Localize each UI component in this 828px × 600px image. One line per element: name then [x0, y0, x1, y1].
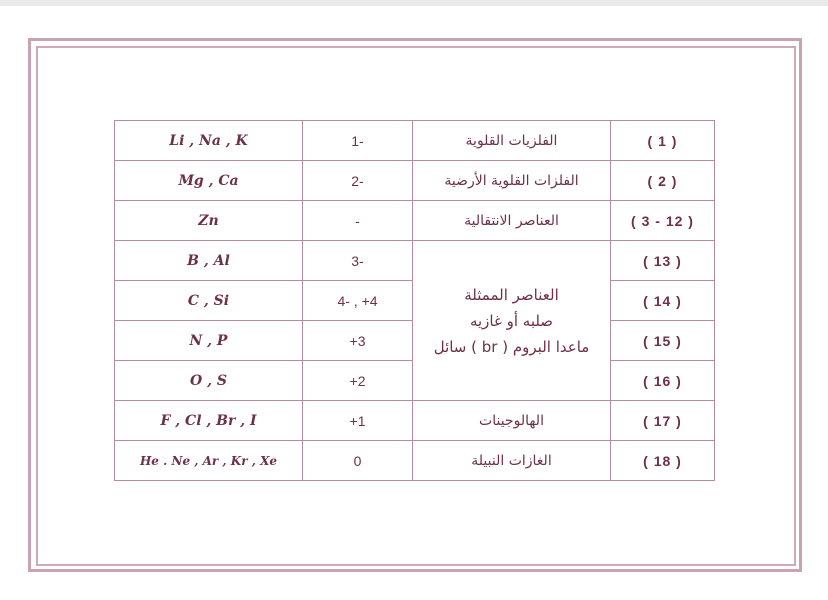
group-number-cell: ( 18 ) [611, 441, 715, 481]
elements-cell: F , Cl , Br , I [115, 401, 303, 441]
table-row [115, 161, 715, 201]
charge-cell: +3 [303, 321, 413, 361]
elements-cell: O , S [115, 361, 303, 401]
elements-cell: B , Al [115, 241, 303, 281]
elements-cell: Zn [115, 201, 303, 241]
charge-cell: 1- [303, 121, 413, 161]
elements-cell: C , Si [115, 281, 303, 321]
group-name-cell: الفلزيات القلوية [413, 121, 611, 161]
elements-cell: N , P [115, 321, 303, 361]
group-name-cell: العناصر الانتقالية [413, 201, 611, 241]
elements-cell: He . Ne , Ar , Kr , Xe [115, 441, 303, 481]
table-row [115, 241, 715, 281]
group-number-cell: ( 3 - 12 ) [611, 201, 715, 241]
charge-cell: 2- [303, 161, 413, 201]
group-number-cell: ( 15 ) [611, 321, 715, 361]
table-row [115, 441, 715, 481]
charge-cell: 0 [303, 441, 413, 481]
top-strip [0, 0, 828, 6]
table-row [115, 121, 715, 161]
group-number-cell: ( 16 ) [611, 361, 715, 401]
charge-cell: 3- [303, 241, 413, 281]
group-number-cell: ( 17 ) [611, 401, 715, 441]
representative-elements-cell [413, 241, 611, 401]
group-number-cell: ( 13 ) [611, 241, 715, 281]
group-name-cell: الهالوجينات [413, 401, 611, 441]
elements-cell: Mg , Ca [115, 161, 303, 201]
charge-cell: +1 [303, 401, 413, 441]
elements-cell: Li , Na , K [115, 121, 303, 161]
charge-cell: - [303, 201, 413, 241]
group-name-cell: الفلزات القلوية الأرضية [413, 161, 611, 201]
group-number-cell: ( 1 ) [611, 121, 715, 161]
representative-line-2: صلبه أو غازيه [469, 311, 554, 330]
representative-line-3: ماعدا البروم ( br ) سائل [433, 337, 590, 356]
charge-cell: +2 [303, 361, 413, 401]
group-number-cell: ( 14 ) [611, 281, 715, 321]
table-row [115, 401, 715, 441]
periodic-groups-table [114, 120, 715, 481]
representative-line-1: العناصر الممثلة [464, 285, 559, 304]
charge-cell: 4- , +4 [303, 281, 413, 321]
group-name-cell: الغازات النبيلة [413, 441, 611, 481]
group-number-cell: ( 2 ) [611, 161, 715, 201]
table-row [115, 201, 715, 241]
